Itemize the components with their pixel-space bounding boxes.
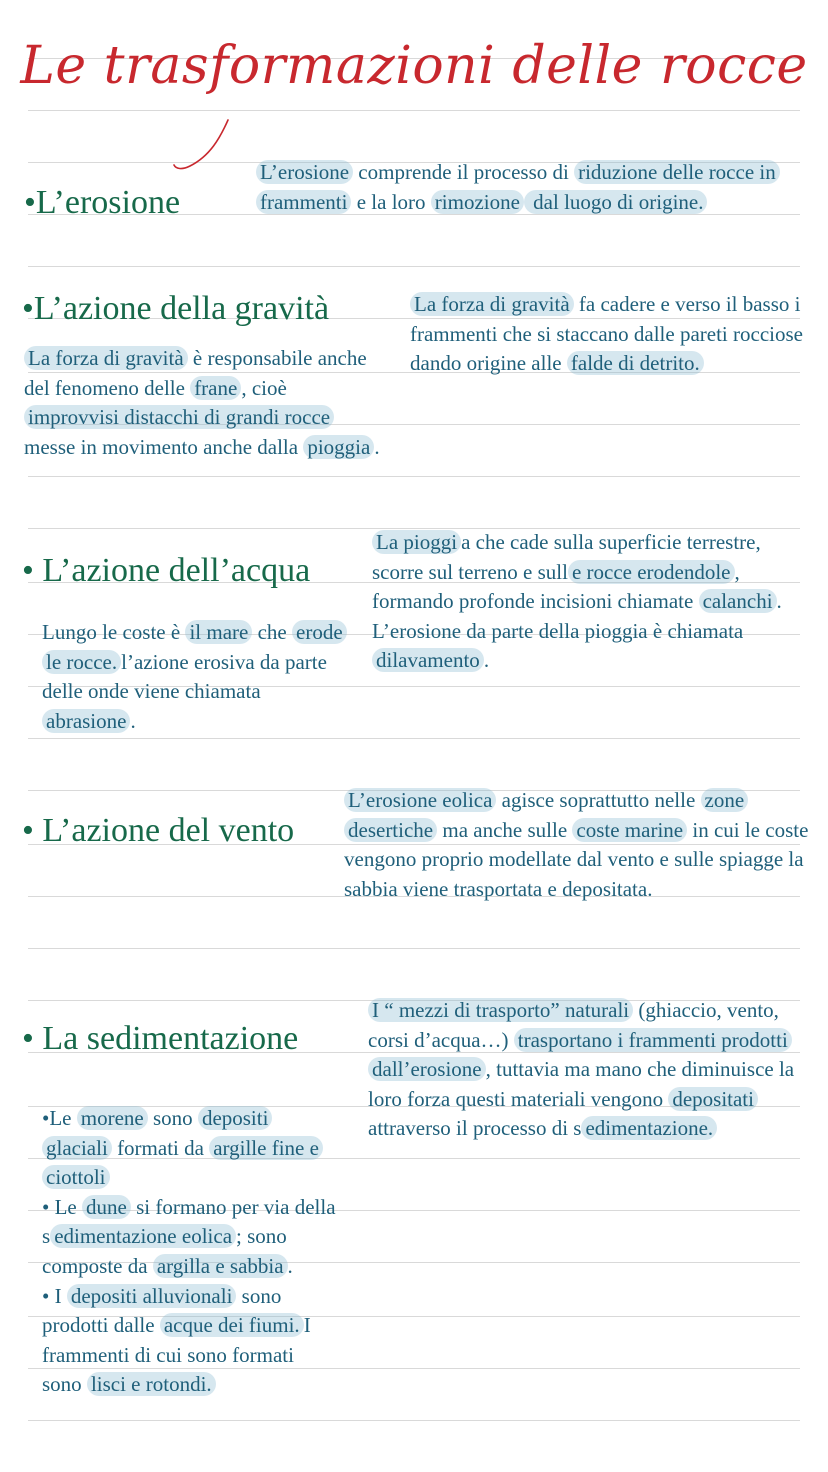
text-run: sono prodotti dalle: [42, 1283, 282, 1338]
highlighted-text: depositi glaciali: [42, 1106, 272, 1160]
highlighted-text: frane: [190, 376, 241, 400]
text-run: ; sono composte da: [42, 1224, 287, 1278]
highlighted-text: rimozione: [431, 190, 524, 214]
highlighted-text: abrasione: [42, 709, 130, 733]
highlighted-text: edimentazione eolica: [50, 1224, 236, 1248]
text-run: .: [287, 1253, 293, 1278]
text-run: sono: [147, 1106, 198, 1130]
highlighted-text: argille fine e ciottoli: [42, 1136, 323, 1190]
text-run: , cioè: [241, 375, 287, 400]
highlighted-text: dune: [82, 1195, 131, 1219]
highlighted-text: morene: [77, 1106, 148, 1130]
text-run: l’azione erosiva da parte delle onde viene chiamata: [42, 649, 327, 704]
text-run: è responsabile anche del fenomeno delle: [24, 346, 367, 400]
text-run: .: [483, 648, 490, 673]
highlighted-text: acque dei fiumi.: [160, 1313, 304, 1337]
text-run: . L’erosione da parte della pioggia è chiamata: [372, 589, 782, 643]
highlighted-text: depositi alluvionali: [67, 1284, 237, 1308]
paragraph-sedimentazione-right: [368, 996, 800, 1144]
highlighted-text: I “ mezzi di trasporto” naturali: [368, 998, 633, 1022]
text-run: si formano per via della s: [42, 1194, 336, 1249]
text-run: in cui le coste vengono proprio modellate dal vento e sulle spiagge la sabbia viene trasportata e depositata.: [344, 817, 809, 901]
ruled-line: [28, 738, 800, 739]
highlighted-text: coste marine: [572, 818, 687, 842]
text-run: e la loro: [351, 189, 431, 214]
highlighted-text: il mare: [185, 620, 252, 644]
highlighted-text: La forza di gravità: [24, 346, 188, 370]
heading-gravita: •L’azione della gravità: [22, 290, 330, 327]
highlighted-text: falde di detrito.: [567, 351, 704, 375]
list-item-morene: [42, 1104, 338, 1193]
text-run: ma anche sulle: [437, 817, 573, 842]
highlighted-text: lisci e rotondi.: [87, 1372, 216, 1396]
text-run: , tuttavia ma mano che diminuisce la loro forza questi materiali vengono: [368, 1057, 795, 1111]
text-run: .: [374, 434, 380, 459]
text-run: • Le: [42, 1194, 83, 1219]
highlighted-text: erode le rocce.: [42, 620, 347, 674]
highlighted-text: depositati: [668, 1087, 758, 1111]
paragraph-vento: [344, 786, 816, 904]
highlighted-text: L’erosione: [256, 160, 353, 184]
text-run: formati da: [111, 1135, 210, 1160]
highlighted-text: riduzione delle rocce in frammenti: [256, 160, 780, 214]
text-run: che: [252, 620, 292, 644]
ruled-line: [28, 948, 800, 949]
highlighted-text: pioggia: [303, 435, 374, 459]
heading-erosione: •L’erosione: [24, 184, 181, 221]
heading-vento: • L’azione del vento: [22, 812, 295, 849]
paragraph-gravita-right: [410, 290, 805, 379]
ruled-line: [28, 1420, 800, 1421]
heading-sedimentazione: • La sedimentazione: [22, 1020, 299, 1057]
highlighted-text: zone desertiche: [344, 788, 748, 842]
text-run: comprende il processo di: [353, 160, 575, 184]
highlighted-text: e rocce erodendole: [568, 560, 735, 584]
list-item-dune: [42, 1193, 338, 1282]
highlighted-text: dilavamento: [372, 648, 484, 672]
text-run: Lungo le coste è: [42, 620, 186, 644]
highlighted-text: La pioggi: [372, 530, 461, 554]
highlighted-text: dal luogo di origine.: [524, 190, 708, 214]
text-run: I frammenti di cui sono formati sono: [42, 1313, 311, 1397]
text-run: •Le: [42, 1106, 77, 1130]
heading-acqua: • L’azione dell’acqua: [22, 552, 311, 589]
paragraph-gravita-left: [24, 344, 384, 462]
highlighted-text: trasportano i frammenti prodotti dall’erosione: [368, 1028, 792, 1082]
text-run: , formando profonde incisioni chiamate: [372, 559, 740, 614]
ruled-line: [28, 266, 800, 267]
paragraph-acqua-right: [372, 528, 804, 676]
text-run: .: [130, 708, 136, 733]
sedimentazione-list: [42, 1104, 338, 1400]
text-run: agisce soprattutto nelle: [496, 788, 701, 812]
text-run: messe in movimento anche dalla: [24, 434, 304, 459]
text-run: • I: [42, 1283, 67, 1308]
list-item-alluvionali: [42, 1282, 338, 1400]
title-swash-flourish: [170, 118, 230, 172]
highlighted-text: edimentazione.: [581, 1116, 717, 1140]
paragraph-acqua-left: [42, 618, 348, 736]
highlighted-text: argilla e sabbia: [153, 1254, 288, 1278]
ruled-line: [28, 476, 800, 477]
text-run: attraverso il processo di s: [368, 1116, 582, 1141]
highlighted-text: calanchi: [699, 589, 777, 613]
text-run: a che cade sulla superficie terrestre, scorre sul terreno e sull: [372, 530, 761, 584]
highlighted-text: improvvisi distacchi di grandi rocce: [24, 405, 334, 429]
highlighted-text: La forza di gravità: [410, 292, 574, 316]
paragraph-erosione: [256, 158, 796, 217]
highlighted-text: L’erosione eolica: [344, 788, 496, 812]
ruled-line: [28, 110, 800, 111]
text-run: fa cadere e verso il basso i frammenti che si staccano dalle pareti rocciose dando origine alle: [410, 292, 803, 376]
page-title: Le trasformazioni delle rocce: [20, 36, 808, 96]
text-run: (ghiaccio, vento, corsi d’acqua…): [368, 998, 779, 1052]
